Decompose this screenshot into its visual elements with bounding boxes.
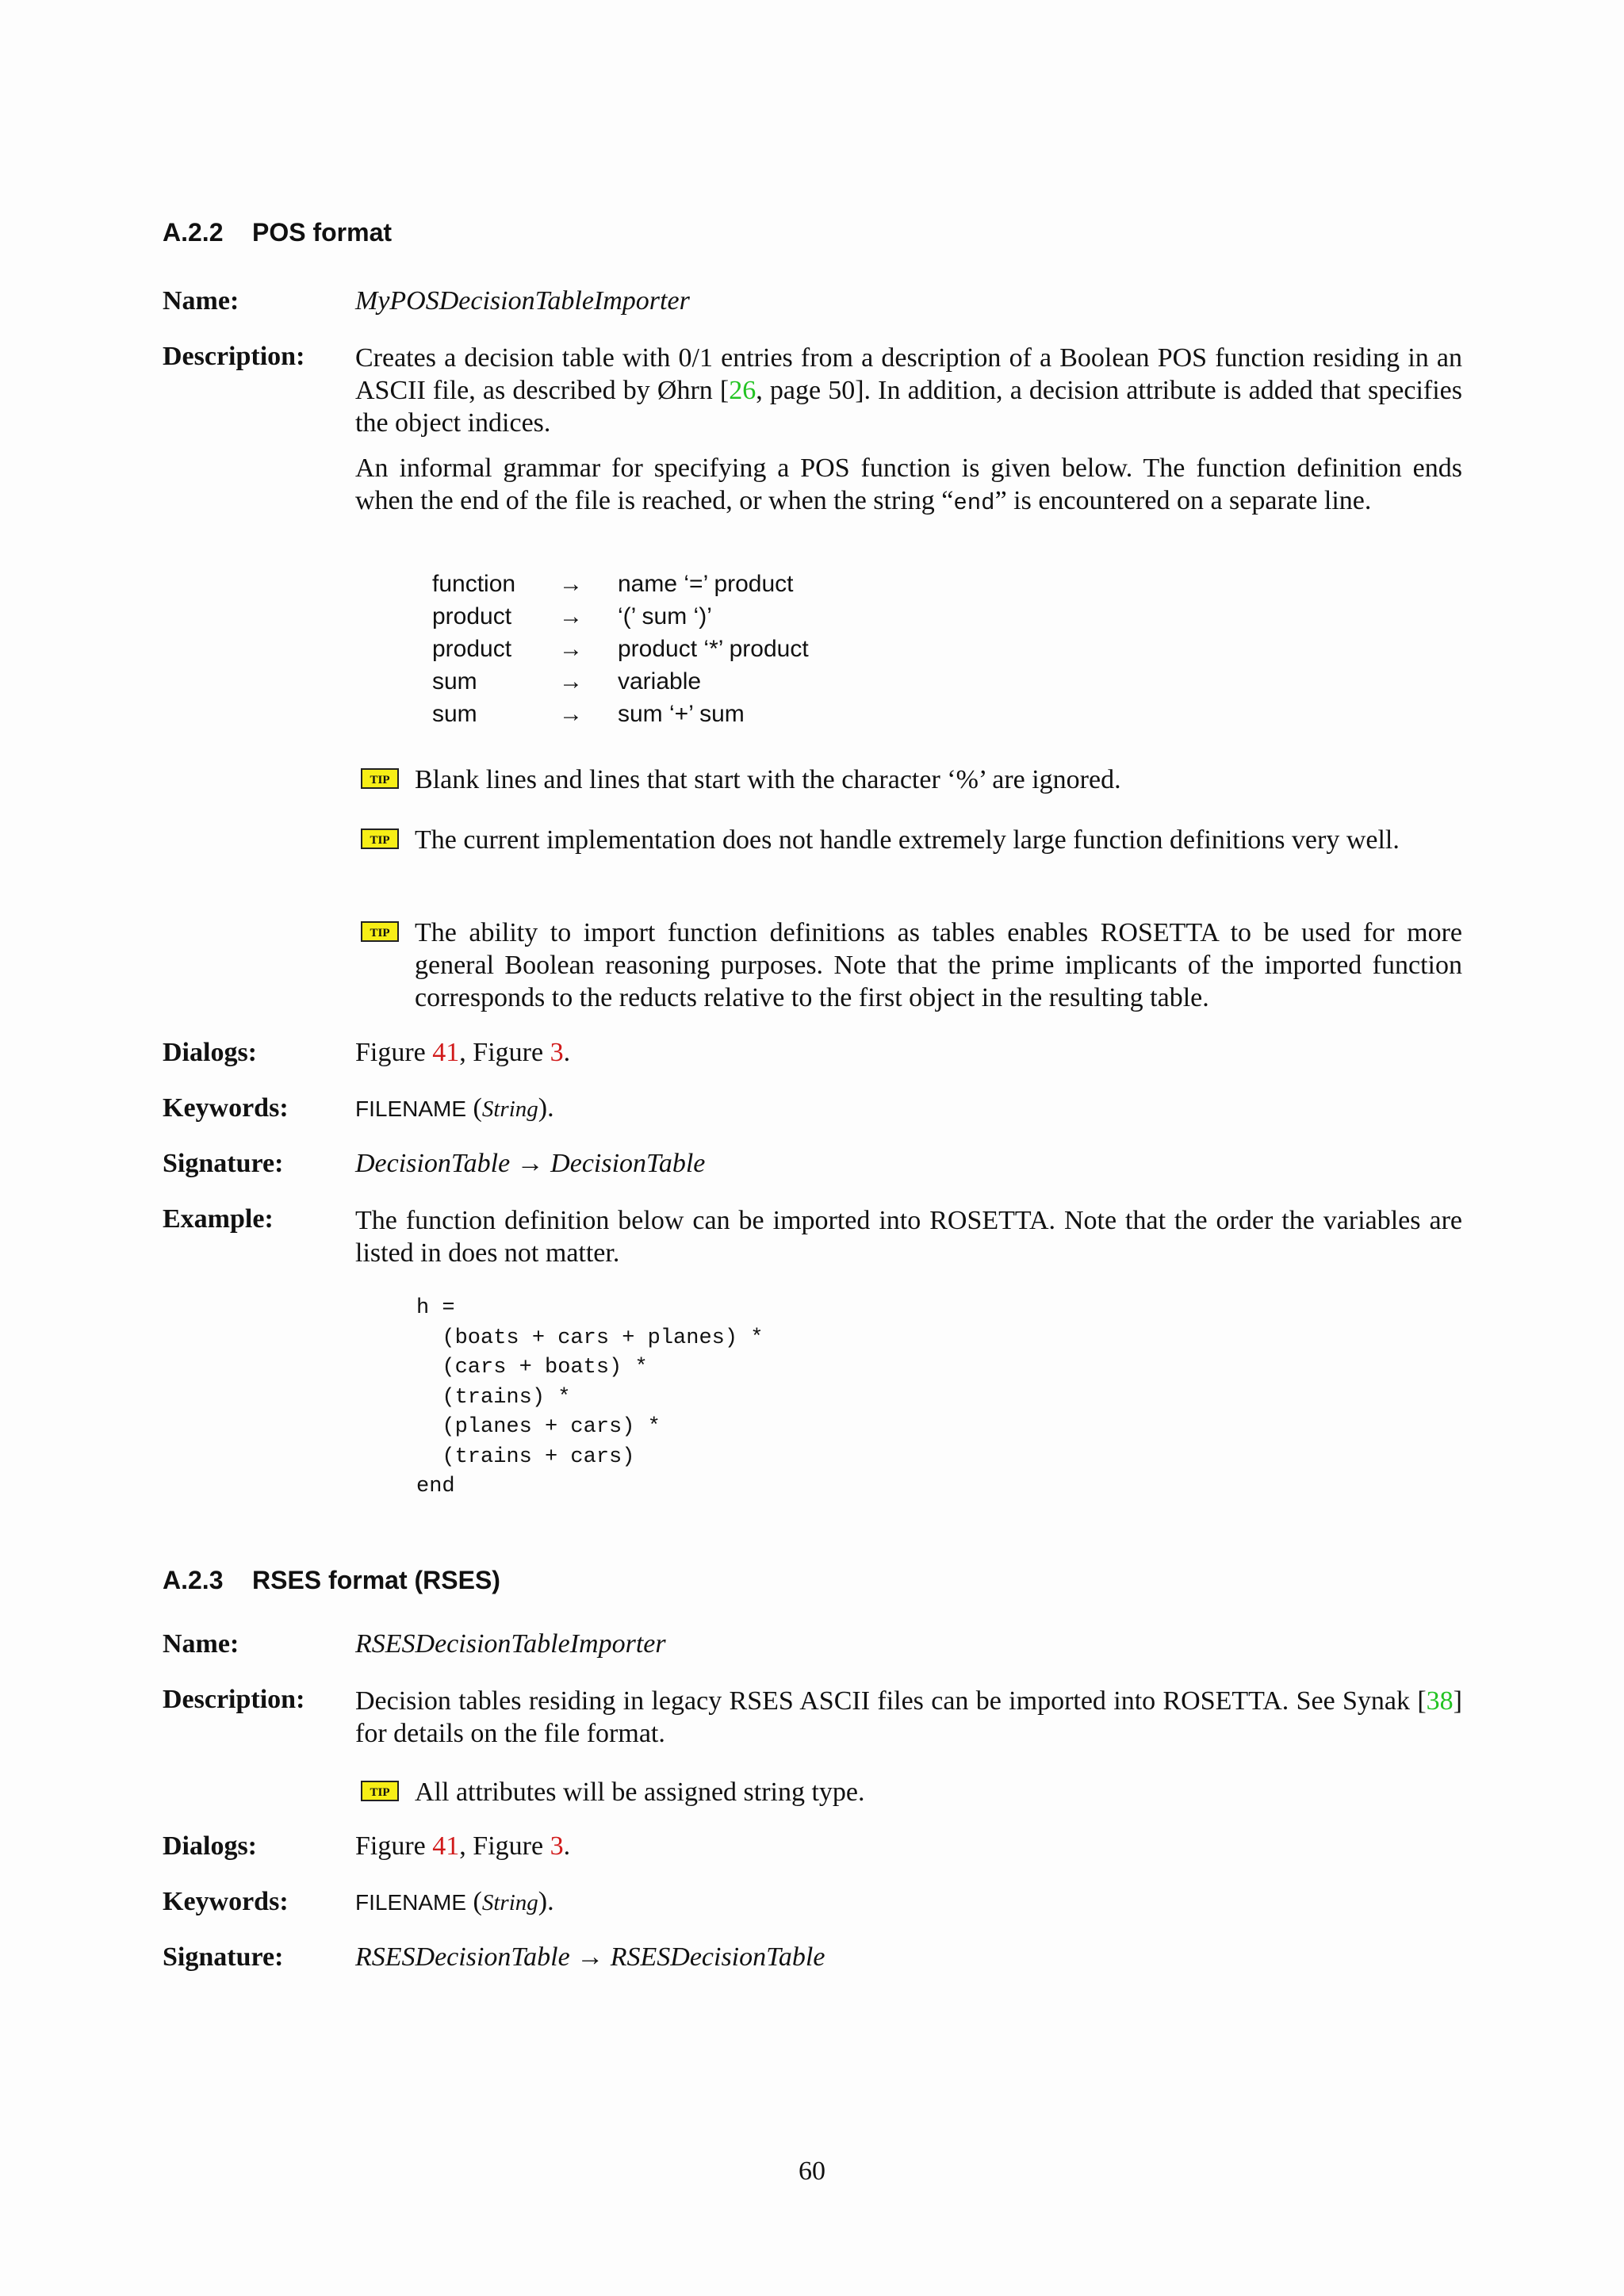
text-run: . bbox=[563, 1038, 571, 1067]
grammar-rhs: name ‘=’ product bbox=[618, 571, 794, 597]
grammar-lhs: function bbox=[432, 571, 516, 597]
grammar-row bbox=[432, 600, 809, 633]
figure-link[interactable]: 3 bbox=[550, 1831, 564, 1861]
tip-text: The ability to import function definitions as tables enables ROSETTA to be used for more general Boolean reasoning purposes. Note that the prime implicants of the imported function corresponds to the reducts relative to the first object in the resulting table. bbox=[415, 918, 1462, 1012]
tip-note-1 bbox=[361, 763, 1462, 796]
name-label: Name: bbox=[163, 286, 239, 316]
section-heading-rses bbox=[163, 1566, 500, 1595]
figure-link[interactable]: 41 bbox=[432, 1038, 460, 1067]
signature-label: Signature: bbox=[163, 1149, 284, 1178]
grammar-row bbox=[432, 665, 809, 698]
text-run: ] for details on the file format. bbox=[355, 1686, 1462, 1748]
text-run: Decision tables residing in legacy RSES ASCII files can be imported into ROSETTA. See Synak [ bbox=[355, 1686, 1427, 1716]
keywords-label: Keywords: bbox=[163, 1887, 289, 1916]
example-label: Example: bbox=[163, 1204, 274, 1234]
text-run: ( bbox=[466, 1887, 482, 1916]
text-run: Figure bbox=[355, 1038, 433, 1067]
grammar-lhs: product bbox=[432, 603, 512, 629]
text-run: ). bbox=[538, 1093, 554, 1123]
keyword-name: FILENAME bbox=[355, 1890, 467, 1915]
text-run: ). bbox=[538, 1887, 554, 1916]
tip-badge-icon: TIP bbox=[361, 921, 399, 942]
section-number: A.2.2 bbox=[163, 218, 224, 247]
tip-note bbox=[361, 1776, 1462, 1808]
tip-note-3 bbox=[361, 916, 1462, 1014]
grammar-rhs: variable bbox=[618, 668, 702, 695]
grammar-lhs: product bbox=[432, 636, 512, 662]
text-run: ” is encountered on a separate line. bbox=[994, 486, 1372, 515]
keywords-value bbox=[355, 1093, 554, 1123]
figure-link[interactable]: 41 bbox=[432, 1831, 460, 1861]
description-label: Description: bbox=[163, 342, 305, 371]
text-run: An informal grammar for specifying a POS function is given below. The function definition ends when the end of the file is reached, or when the string “ bbox=[355, 453, 1462, 515]
signature-label: Signature: bbox=[163, 1942, 284, 1972]
arrow-symbol: → bbox=[559, 571, 583, 597]
dialogs-refs bbox=[355, 1831, 570, 1862]
grammar-rhs: sum ‘+’ sum bbox=[618, 701, 745, 727]
grammar-rhs: product ‘*’ product bbox=[618, 636, 809, 662]
section-heading-pos bbox=[163, 218, 392, 247]
description-paragraph bbox=[355, 1685, 1462, 1750]
text-run: , page 50]. In addition, a decision attribute is added that specifies the object indices. bbox=[355, 376, 1463, 438]
description-paragraph-2 bbox=[355, 452, 1462, 519]
section-title: POS format bbox=[252, 218, 393, 247]
tip-text: The current implementation does not handle extremely large function definitions very well. bbox=[415, 825, 1400, 855]
grammar-row bbox=[432, 568, 809, 600]
example-code-block: h = (boats + cars + planes) * (cars + boats) * (trains) * (planes + cars) * (trains + cars) end bbox=[416, 1296, 764, 1498]
keyword-type: String bbox=[481, 1890, 538, 1915]
description-paragraph-1 bbox=[355, 342, 1462, 439]
text-run: Figure bbox=[355, 1831, 433, 1861]
dialogs-refs bbox=[355, 1038, 570, 1068]
signature-value: RSESDecisionTable → RSESDecisionTable bbox=[355, 1942, 825, 1972]
tip-badge-icon: TIP bbox=[361, 768, 399, 789]
tip-text: Blank lines and lines that start with the character ‘%’ are ignored. bbox=[415, 765, 1121, 794]
example-text: The function definition below can be imported into ROSETTA. Note that the order the variables are listed in does not matter. bbox=[355, 1206, 1462, 1268]
dialogs-label: Dialogs: bbox=[163, 1038, 257, 1067]
tip-badge-icon: TIP bbox=[361, 1781, 399, 1801]
grammar-row bbox=[432, 633, 809, 665]
grammar-row bbox=[432, 698, 809, 730]
keyword-name: FILENAME bbox=[355, 1096, 467, 1121]
text-run: . bbox=[563, 1831, 571, 1861]
text-run: , Figure bbox=[459, 1831, 550, 1861]
description-label: Description: bbox=[163, 1685, 305, 1714]
keywords-value bbox=[355, 1887, 554, 1917]
grammar-table bbox=[432, 568, 809, 730]
arrow-symbol: → bbox=[559, 668, 583, 695]
arrow-symbol: → bbox=[559, 636, 583, 662]
grammar-rhs: ‘(’ sum ‘)’ bbox=[618, 603, 712, 629]
dialogs-label: Dialogs: bbox=[163, 1831, 257, 1861]
text-run: ( bbox=[466, 1093, 482, 1123]
name-label: Name: bbox=[163, 1629, 239, 1659]
inline-code: end bbox=[953, 490, 995, 516]
citation-link[interactable]: 26 bbox=[729, 376, 756, 405]
importer-name: RSESDecisionTableImporter bbox=[355, 1629, 666, 1659]
arrow-symbol: → bbox=[559, 603, 583, 629]
importer-name: MyPOSDecisionTableImporter bbox=[355, 286, 690, 316]
signature-value: DecisionTable → DecisionTable bbox=[355, 1149, 706, 1178]
tip-note-2 bbox=[361, 824, 1462, 856]
tip-text: All attributes will be assigned string type. bbox=[415, 1777, 865, 1807]
text-run: Creates a decision table with 0/1 entries from a description of a Boolean POS function residing in an ASCII file, as described by Øhrn [ bbox=[355, 343, 1462, 405]
keywords-label: Keywords: bbox=[163, 1093, 289, 1123]
arrow-symbol: → bbox=[559, 701, 583, 727]
text-run: , Figure bbox=[459, 1038, 550, 1067]
section-title: RSES format (RSES) bbox=[252, 1566, 500, 1594]
figure-link[interactable]: 3 bbox=[550, 1038, 564, 1067]
page-number: 60 bbox=[799, 2156, 825, 2186]
keyword-type: String bbox=[481, 1096, 538, 1122]
section-number: A.2.3 bbox=[163, 1566, 224, 1594]
tip-badge-icon: TIP bbox=[361, 828, 399, 849]
grammar-lhs: sum bbox=[432, 701, 477, 727]
grammar-lhs: sum bbox=[432, 668, 477, 695]
citation-link[interactable]: 38 bbox=[1426, 1686, 1454, 1716]
